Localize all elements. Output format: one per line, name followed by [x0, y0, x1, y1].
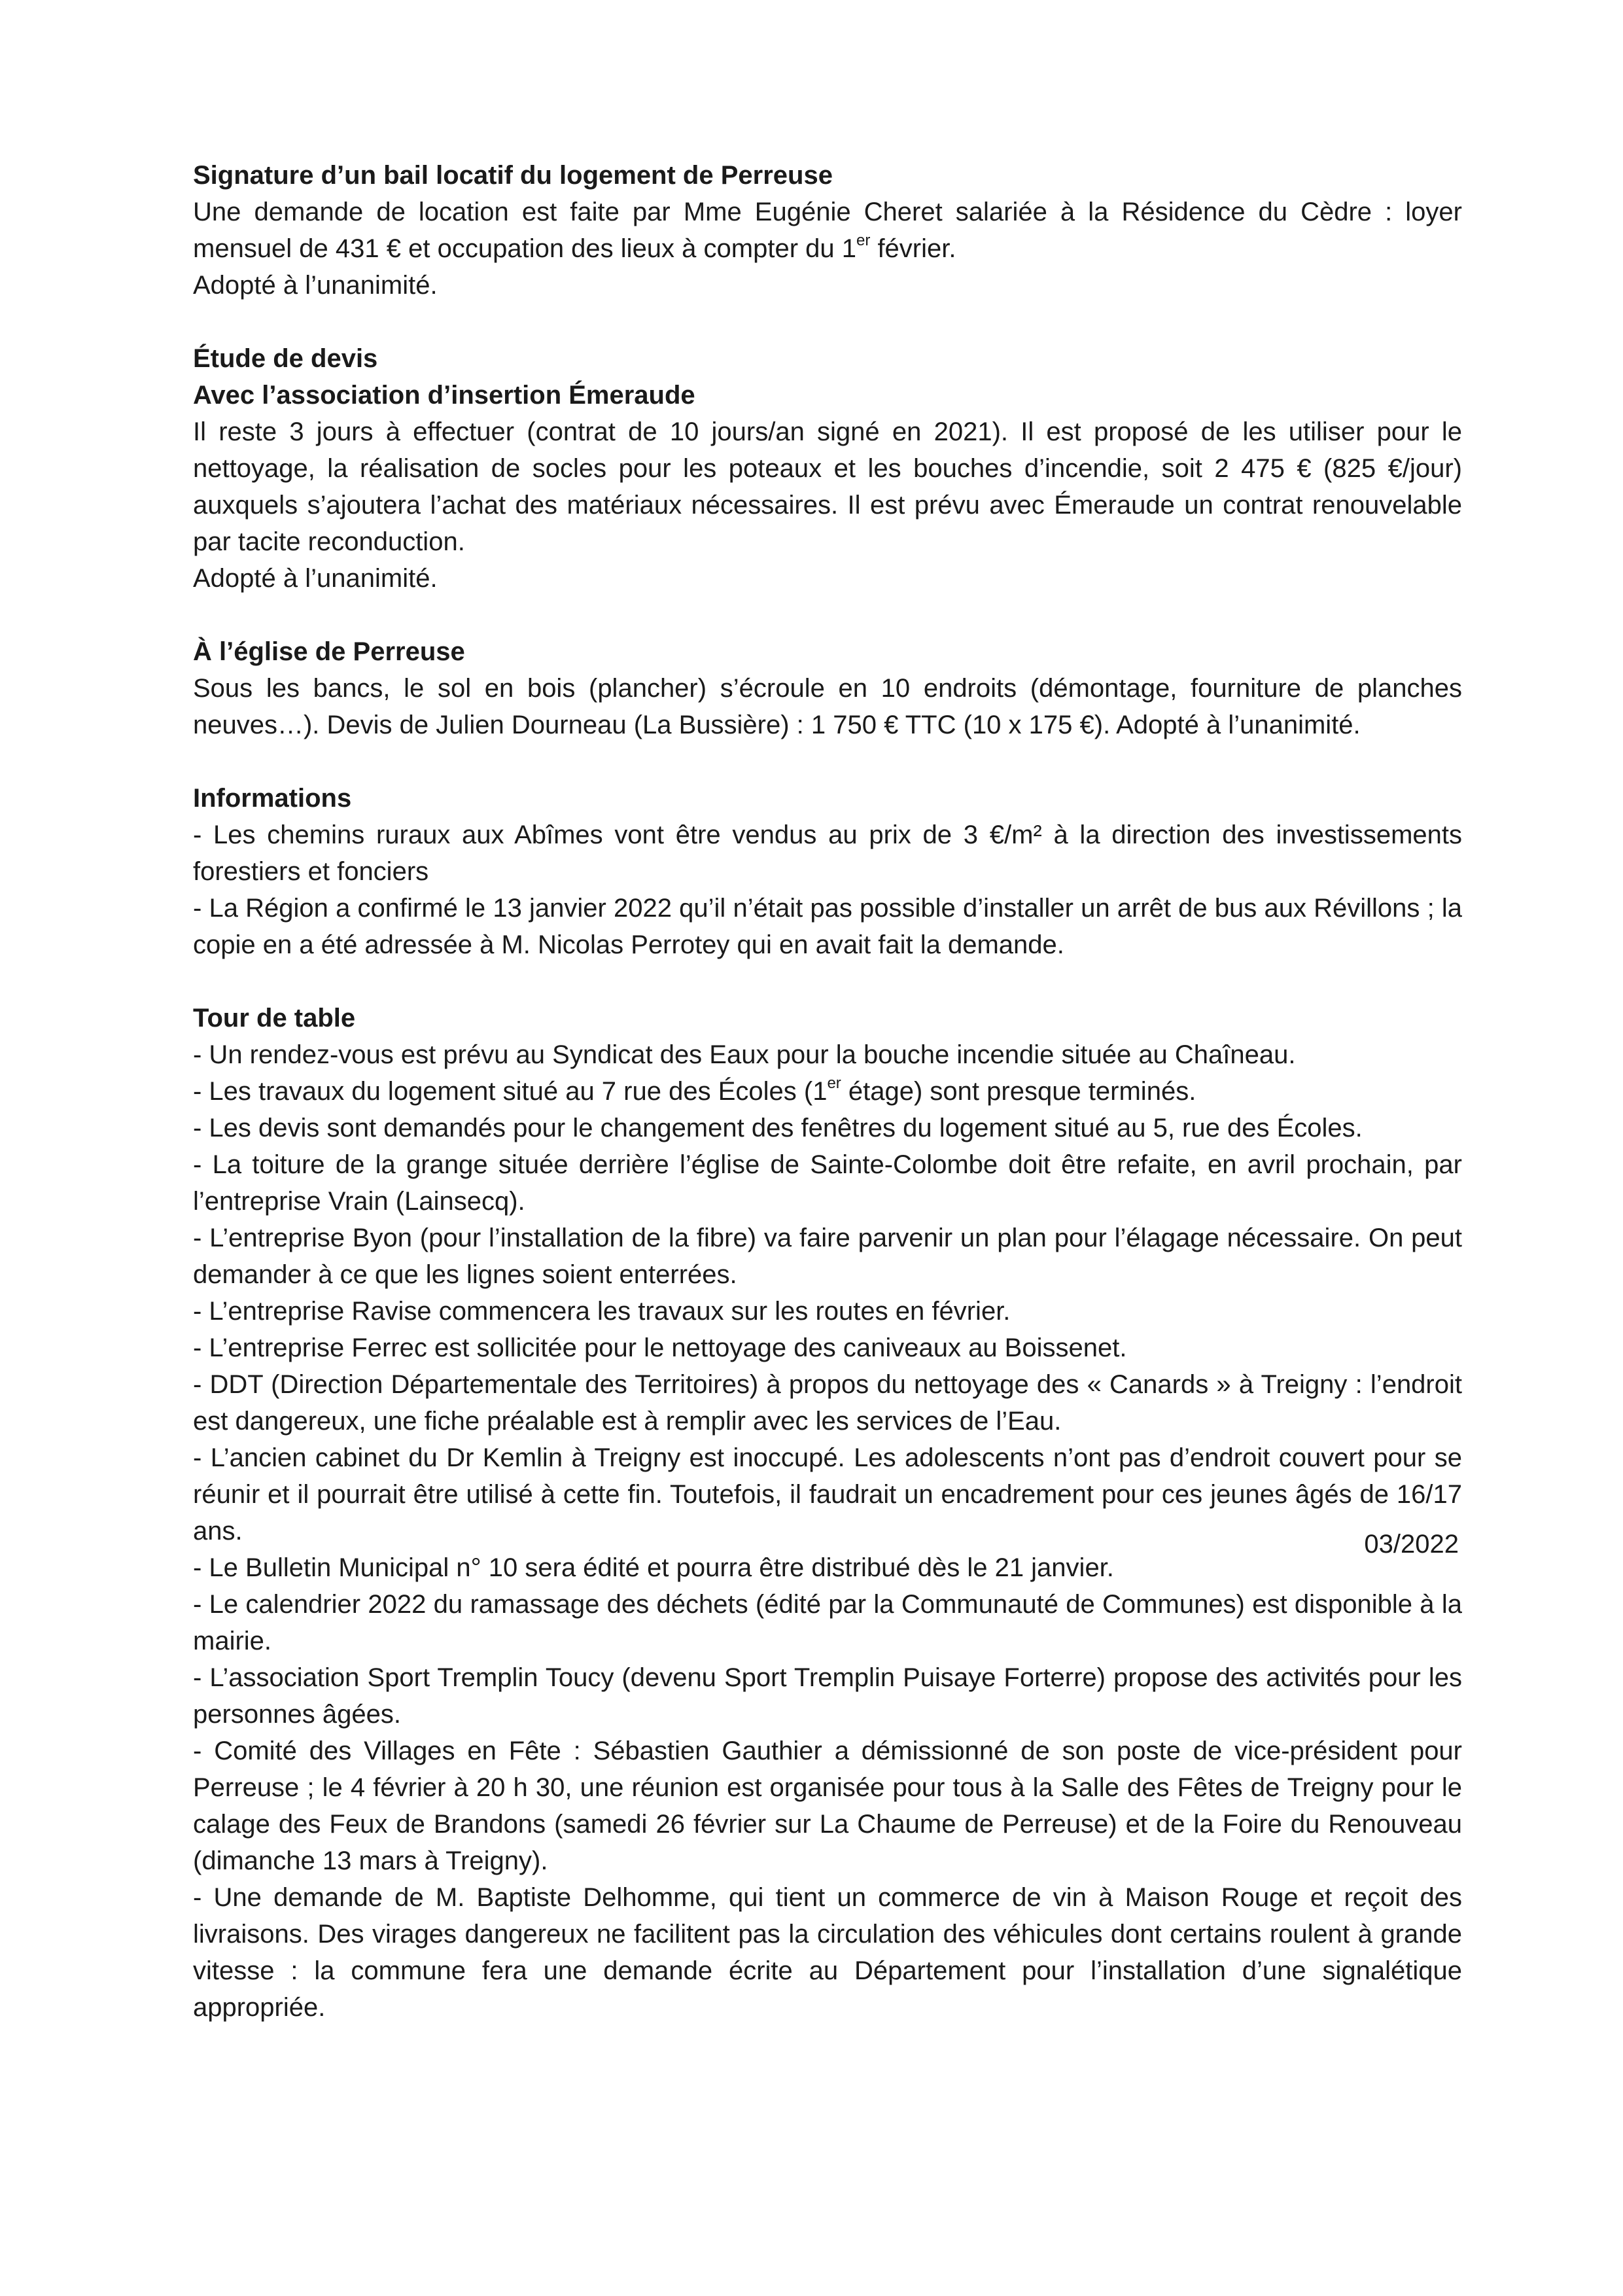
emeraude-text: Il reste 3 jours à effectuer (contrat de 10 jours/an signé en 2021). Il est proposé de les utiliser pour le nettoyage, la réalisation de socles pour les poteaux et les bouches d’incendie, soit 2 475 € (825 €/jour) auxquels s’ajoutera l’achat des matériaux nécessaires. Il est prévu avec Émeraude un contrat renouvelable par tacite reconduction. [193, 417, 1462, 556]
section-eglise [193, 633, 1462, 743]
document-page [193, 157, 1462, 2026]
list-item: - DDT (Direction Départementale des Territoires) à propos du nettoyage des « Canards » à Treigny : l’endroit est dangereux, une fiche préalable est à remplir avec les services de l’Eau. [193, 1370, 1462, 1436]
section-title-bail: Signature d’un bail locatif du logement de Perreuse [193, 161, 833, 190]
list-item [193, 1073, 1462, 1110]
list-item: - La Région a confirmé le 13 janvier 2022 qu’il n’était pas possible d’installer un arrêt de bus aux Révillons ; la copie en a été adressée à M. Nicolas Perrotey qui en avait fait la demande. [193, 894, 1462, 959]
section-informations [193, 780, 1462, 963]
bail-text [193, 194, 1462, 267]
eglise-text: Sous les bancs, le sol en bois (plancher) s’écroule en 10 endroits (démontage, fourniture de planches neuves…). Devis de Julien Dourneau (La Bussière) : 1 750 € TTC (10 x 175 €). Adopté à l’unanimité. [193, 674, 1462, 739]
list-item: - Les devis sont demandés pour le changement des fenêtres du logement situé au 5, rue des Écoles. [193, 1114, 1363, 1142]
list-item: - La toiture de la grange située derrière l’église de Sainte-Colombe doit être refaite, en avril prochain, par l’entreprise Vrain (Lainsecq). [193, 1150, 1462, 1216]
tour-item2-part2: étage) sont presque terminés. [841, 1077, 1196, 1106]
page-date: 03/2022 [1364, 1530, 1459, 1559]
bail-text-part2: février. [870, 234, 956, 263]
list-item: - Un rendez-vous est prévu au Syndicat des Eaux pour la bouche incendie située au Chaîneau. [193, 1040, 1296, 1069]
list-item: - L’entreprise Ferrec est sollicitée pour le nettoyage des caniveaux au Boissenet. [193, 1333, 1127, 1362]
list-item: - L’association Sport Tremplin Toucy (devenu Sport Tremplin Puisaye Forterre) propose des activités pour les personnes âgées. [193, 1663, 1462, 1729]
list-item: - L’ancien cabinet du Dr Kemlin à Treigny est inoccupé. Les adolescents n’ont pas d’endroit couvert pour se réunir et il pourrait être utilisé à cette fin. Toutefois, il faudrait un encadrement pour ces jeunes âgés de 16/17 ans. [193, 1443, 1462, 1545]
list-item: - Le Bulletin Municipal n° 10 sera édité et pourra être distribué dès le 21 janvier. [193, 1553, 1114, 1582]
tour-item2-sup: er [827, 1074, 841, 1092]
subtitle-eglise: À l’église de Perreuse [193, 637, 465, 666]
section-title-informations: Informations [193, 784, 352, 813]
bail-text-part1: Une demande de location est faite par Mme Eugénie Cheret salariée à la Résidence du Cèdre : loyer mensuel de 431 € et occupation des lieux à compter du 1 [193, 198, 1462, 263]
section-devis [193, 340, 1462, 597]
list-item: - Les chemins ruraux aux Abîmes vont être vendus au prix de 3 €/m² à la direction des investissements forestiers et fonciers [193, 821, 1462, 886]
section-title-devis: Étude de devis [193, 344, 378, 373]
tour-item2-part1: - Les travaux du logement situé au 7 rue des Écoles (1 [193, 1077, 828, 1106]
emeraude-result: Adopté à l’unanimité. [193, 564, 438, 593]
tour-list [193, 1036, 1462, 2026]
section-bail [193, 157, 1462, 304]
subtitle-emeraude: Avec l’association d’insertion Émeraude [193, 381, 695, 410]
list-item: - Une demande de M. Baptiste Delhomme, qui tient un commerce de vin à Maison Rouge et reçoit des livraisons. Des virages dangereux ne facilitent pas la circulation des véhicules dont certains roulent à grande vitesse : la commune fera une demande écrite au Département pour l’installation d’une signalétique appropriée. [193, 1883, 1462, 2022]
bail-result: Adopté à l’unanimité. [193, 271, 438, 300]
list-item: - L’entreprise Byon (pour l’installation de la fibre) va faire parvenir un plan pour l’élagage nécessaire. On peut demander à ce que les lignes soient enterrées. [193, 1224, 1462, 1289]
list-item: - L’entreprise Ravise commencera les travaux sur les routes en février. [193, 1297, 1011, 1326]
section-tour-de-table [193, 1000, 1462, 2026]
bail-text-sup: er [856, 231, 871, 249]
section-title-tour: Tour de table [193, 1004, 356, 1033]
informations-list [193, 817, 1462, 963]
list-item: - Le calendrier 2022 du ramassage des déchets (édité par la Communauté de Communes) est disponible à la mairie. [193, 1590, 1462, 1655]
list-item: - Comité des Villages en Fête : Sébastien Gauthier a démissionné de son poste de vice-président pour Perreuse ; le 4 février à 20 h 30, une réunion est organisée pour tous à la Salle des Fêtes de Treigny pour le calage des Feux de Brandons (samedi 26 février sur La Chaume de Perreuse) et de la Foire du Renouveau (dimanche 13 mars à Treigny). [193, 1737, 1462, 1875]
